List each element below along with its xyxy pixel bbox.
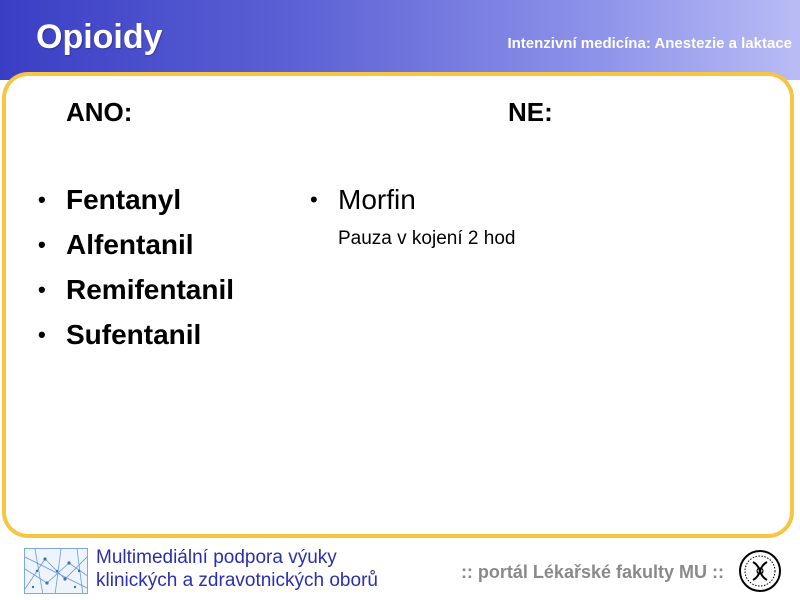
university-seal-icon[interactable]: [738, 549, 782, 593]
list-item-label: Fentanyl: [66, 184, 182, 215]
bullet-icon: •: [310, 187, 318, 212]
yes-column-heading: ANO:: [66, 97, 133, 127]
list-item: [34, 227, 234, 272]
list-item-label: Sufentanil: [66, 319, 202, 350]
list-item-label: Alfentanil: [66, 229, 194, 260]
list-item: [34, 317, 234, 362]
no-column-heading: NE:: [508, 97, 553, 127]
bullet-icon: •: [38, 232, 46, 257]
list-item: [34, 272, 234, 317]
portal-tagline[interactable]: :: portál Lékařské fakulty MU ::: [460, 562, 724, 582]
portal-name[interactable]: [96, 546, 378, 592]
slide-title: Opioidy: [36, 18, 163, 56]
list-item: [34, 182, 234, 227]
bullet-icon: •: [38, 322, 46, 347]
yes-list: [34, 182, 234, 362]
network-logo-icon[interactable]: [24, 548, 88, 594]
morfin-note: Pauza v kojení 2 hod: [338, 228, 516, 249]
slide-subtitle: Intenzivní medicína: Anestezie a laktace: [507, 35, 792, 52]
no-list: [306, 182, 416, 227]
portal-name-line1: Multimediální podpora výuky: [96, 547, 337, 568]
list-item: [306, 182, 416, 227]
list-item-label: Remifentanil: [66, 274, 235, 305]
bullet-icon: •: [38, 277, 46, 302]
portal-name-line2: klinických a zdravotnických oborů: [96, 570, 378, 591]
bullet-icon: •: [38, 187, 46, 212]
list-item-label: Morfin: [338, 184, 416, 215]
